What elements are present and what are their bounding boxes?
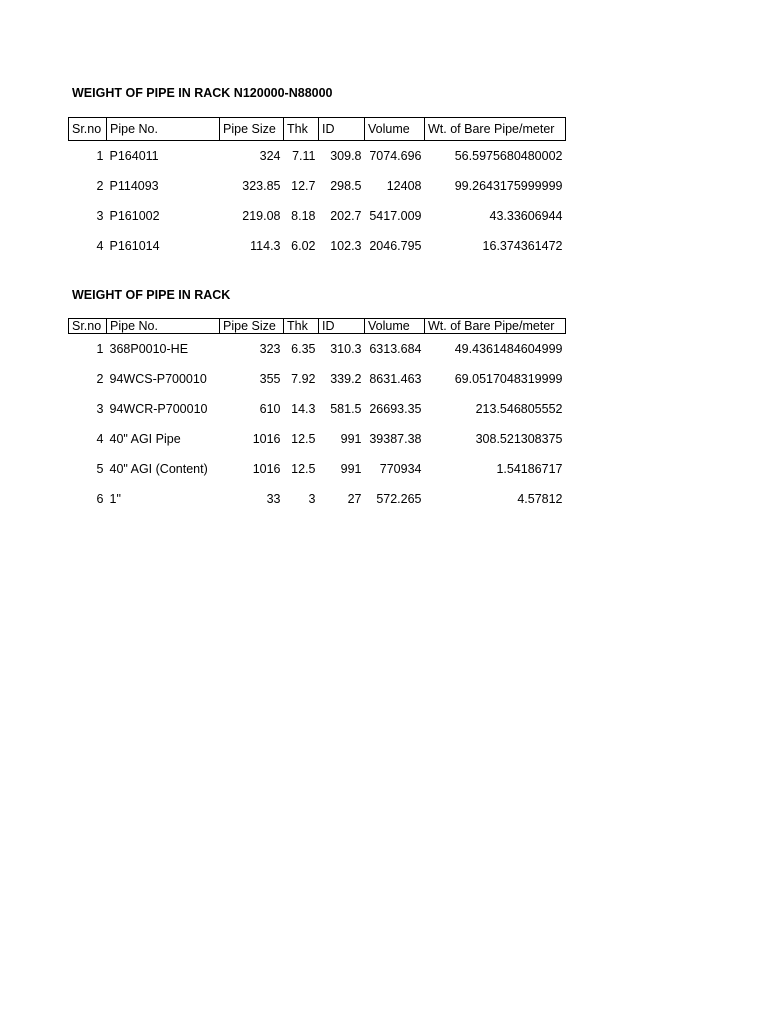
cell-id: 309.8 <box>330 149 362 163</box>
cell-thk: 6.02 <box>291 239 316 253</box>
cell-pipe-no: P114093 <box>109 179 159 193</box>
cell-volume: 7074.696 <box>369 149 422 163</box>
cell-volume: 572.265 <box>376 492 422 506</box>
cell-sr-no: 3 <box>96 209 104 223</box>
column-header-sr-no: Sr.no <box>69 319 107 334</box>
column-header-pipe-no: Pipe No. <box>107 118 220 141</box>
cell-thk: 8.18 <box>291 209 316 223</box>
cell-pipe-size: 324 <box>259 149 281 163</box>
cell-weight: 49.4361484604999 <box>454 342 563 356</box>
cell-pipe-size: 219.08 <box>242 209 281 223</box>
table-row <box>69 424 566 454</box>
cell-pipe-no: P164011 <box>109 149 159 163</box>
cell-sr-no: 1 <box>96 342 104 356</box>
cell-weight: 99.2643175999999 <box>454 179 563 193</box>
column-header-thk: Thk <box>284 319 319 334</box>
column-header-thk: Thk <box>284 118 319 141</box>
column-header-pipe-no: Pipe No. <box>107 319 220 334</box>
table-row <box>69 171 566 201</box>
pipe-weight-table <box>68 117 566 261</box>
cell-weight: 213.546805552 <box>475 402 563 416</box>
cell-weight: 43.33606944 <box>489 209 563 223</box>
cell-thk: 7.11 <box>292 149 316 163</box>
cell-volume: 2046.795 <box>369 239 422 253</box>
cell-weight: 56.5975680480002 <box>454 149 563 163</box>
table-row <box>69 394 566 424</box>
cell-weight: 4.57812 <box>517 492 563 506</box>
cell-id: 202.7 <box>330 209 362 223</box>
cell-pipe-no: 40" AGI (Content) <box>109 462 208 476</box>
cell-thk: 12.5 <box>291 432 316 446</box>
column-header-volume: Volume <box>365 118 425 141</box>
cell-sr-no: 6 <box>96 492 104 506</box>
cell-volume: 770934 <box>379 462 422 476</box>
table-row <box>69 141 566 171</box>
cell-id: 339.2 <box>330 372 362 386</box>
column-header-pipe-size: Pipe Size <box>220 319 284 334</box>
cell-volume: 12408 <box>386 179 422 193</box>
cell-pipe-size: 1016 <box>252 462 281 476</box>
table-row <box>69 334 566 364</box>
cell-sr-no: 4 <box>96 239 104 253</box>
table-row <box>69 364 566 394</box>
table-row <box>69 201 566 231</box>
cell-pipe-no: 1" <box>109 492 121 506</box>
table-row <box>69 484 566 514</box>
cell-sr-no: 4 <box>96 432 104 446</box>
cell-volume: 39387.38 <box>369 432 422 446</box>
cell-pipe-no: 40" AGI Pipe <box>109 432 181 446</box>
table-row <box>69 454 566 484</box>
section-title: WEIGHT OF PIPE IN RACK <box>72 288 231 302</box>
column-header-pipe-size: Pipe Size <box>220 118 284 141</box>
cell-pipe-no: 94WCS-P700010 <box>109 372 207 386</box>
column-header-id: ID <box>319 118 365 141</box>
cell-id: 298.5 <box>330 179 362 193</box>
cell-id: 991 <box>340 462 362 476</box>
cell-thk: 7.92 <box>291 372 316 386</box>
cell-volume: 6313.684 <box>369 342 422 356</box>
cell-sr-no: 2 <box>96 372 104 386</box>
cell-id: 310.3 <box>330 342 362 356</box>
pipe-weight-table <box>68 318 566 514</box>
column-header-volume: Volume <box>365 319 425 334</box>
cell-sr-no: 5 <box>96 462 104 476</box>
cell-volume: 5417.009 <box>369 209 422 223</box>
cell-pipe-size: 610 <box>259 402 281 416</box>
cell-pipe-size: 323.85 <box>242 179 281 193</box>
column-header-weight: Wt. of Bare Pipe/meter <box>425 319 566 334</box>
cell-thk: 12.5 <box>291 462 316 476</box>
cell-thk: 6.35 <box>291 342 316 356</box>
cell-weight: 308.521308375 <box>475 432 563 446</box>
column-header-sr-no: Sr.no <box>69 118 107 141</box>
cell-thk: 3 <box>308 492 316 506</box>
cell-weight: 1.54186717 <box>496 462 563 476</box>
cell-id: 102.3 <box>330 239 362 253</box>
cell-id: 991 <box>340 432 362 446</box>
cell-weight: 69.0517048319999 <box>454 372 563 386</box>
table-header-row <box>69 319 566 334</box>
cell-pipe-size: 323 <box>259 342 281 356</box>
cell-thk: 14.3 <box>291 402 316 416</box>
cell-thk: 12.7 <box>291 179 316 193</box>
cell-sr-no: 1 <box>96 149 104 163</box>
column-header-weight: Wt. of Bare Pipe/meter <box>425 118 566 141</box>
cell-volume: 26693.35 <box>369 402 422 416</box>
section-title: WEIGHT OF PIPE IN RACK N120000-N88000 <box>72 86 333 100</box>
cell-pipe-size: 114.3 <box>250 239 281 253</box>
cell-pipe-no: P161002 <box>109 209 160 223</box>
cell-pipe-size: 1016 <box>252 432 281 446</box>
table-row <box>69 231 566 261</box>
cell-pipe-size: 33 <box>266 492 281 506</box>
cell-weight: 16.374361472 <box>482 239 563 253</box>
cell-pipe-no: P161014 <box>109 239 160 253</box>
cell-pipe-no: 94WCR-P700010 <box>109 402 208 416</box>
column-header-id: ID <box>319 319 365 334</box>
cell-sr-no: 2 <box>96 179 104 193</box>
cell-id: 27 <box>347 492 362 506</box>
cell-sr-no: 3 <box>96 402 104 416</box>
cell-volume: 8631.463 <box>369 372 422 386</box>
cell-pipe-size: 355 <box>259 372 281 386</box>
cell-pipe-no: 368P0010-HE <box>109 342 189 356</box>
table-header-row <box>69 118 566 141</box>
cell-id: 581.5 <box>330 402 362 416</box>
